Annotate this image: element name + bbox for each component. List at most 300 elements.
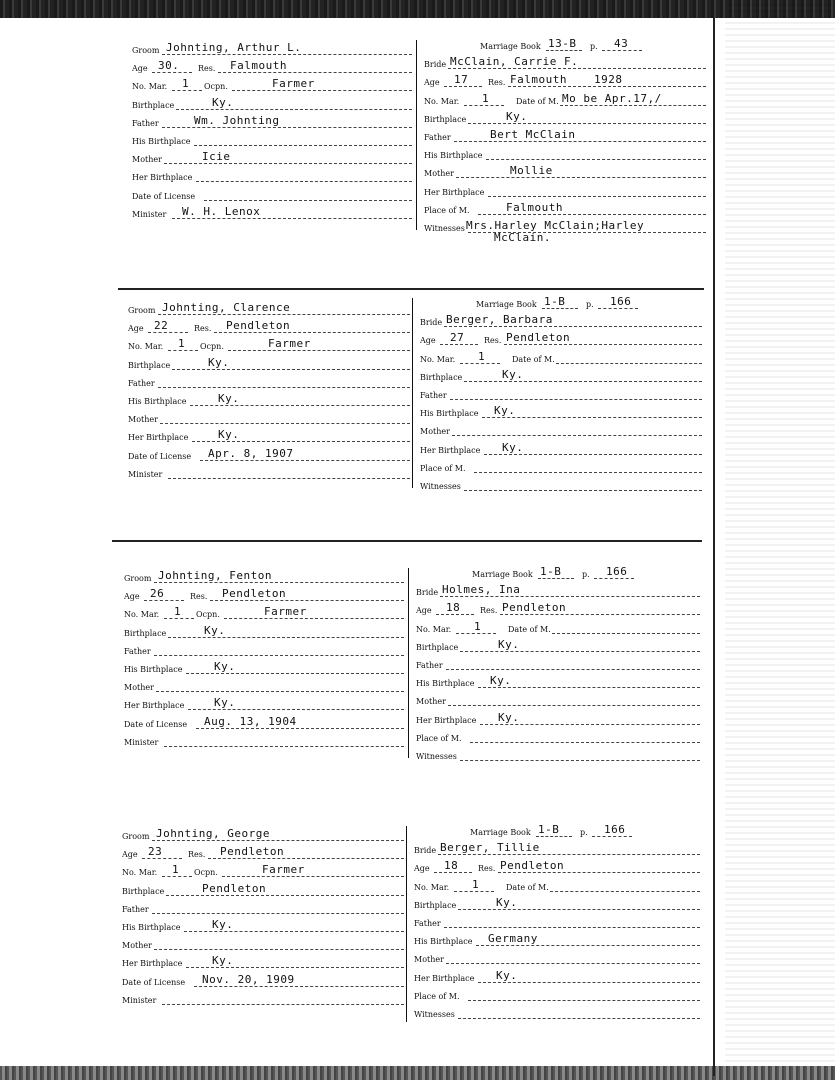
his-birthplace-label: His Birthplace xyxy=(424,151,483,161)
fill-line xyxy=(222,876,404,877)
bride-column xyxy=(420,294,702,500)
bride-column xyxy=(424,36,706,245)
date-of-marriage: Mo be Apr.17,/ xyxy=(562,91,662,105)
fill-line xyxy=(172,369,410,370)
page-label: p. xyxy=(590,42,598,51)
fill-line xyxy=(460,363,500,364)
groom-his-birthplace: Ky. xyxy=(218,392,240,405)
fill-line xyxy=(144,600,184,601)
form-row xyxy=(132,95,412,113)
fill-line xyxy=(478,982,700,983)
birthplace-label: Birthplace xyxy=(414,900,457,910)
fill-line xyxy=(142,858,182,859)
form-row xyxy=(124,659,404,677)
fill-line xyxy=(478,214,706,215)
date-of-m-label: Date of M. xyxy=(508,624,551,634)
fill-line xyxy=(454,891,494,892)
form-row xyxy=(132,113,412,131)
fill-line xyxy=(154,949,404,950)
bride-no-mar: 1 xyxy=(474,619,482,633)
fill-line xyxy=(168,350,198,351)
bride-residence: Pendleton xyxy=(500,859,565,873)
form-row xyxy=(122,953,404,971)
father-label: Father xyxy=(414,919,441,928)
bride-father: Bert McClain xyxy=(490,128,576,141)
date-of-m-label: Date of M. xyxy=(516,96,559,106)
form-row xyxy=(414,968,700,986)
fill-line xyxy=(556,363,702,364)
no-mar-label: No. Mar. xyxy=(122,868,158,878)
bride-her-birthplace: Ky. xyxy=(498,710,520,724)
place-of-m-label: Place of M. xyxy=(420,463,466,473)
form-row xyxy=(416,710,700,728)
form-row xyxy=(124,695,404,713)
bride-age: 18 xyxy=(444,859,459,873)
fill-line xyxy=(478,687,700,688)
form-row xyxy=(420,312,702,330)
form-row xyxy=(414,895,700,913)
no-mar-label: No. Mar. xyxy=(124,610,160,620)
father-label: Father xyxy=(420,391,447,400)
groom-age: 26 xyxy=(150,587,165,601)
record-divider xyxy=(416,40,417,230)
bride-residence: Pendleton xyxy=(506,331,571,345)
mother-label: Mother xyxy=(132,155,162,165)
birthplace-label: Birthplace xyxy=(128,360,171,370)
fill-line xyxy=(538,578,574,579)
fill-line xyxy=(486,159,706,160)
bride-label: Bride xyxy=(414,846,437,856)
form-row xyxy=(132,204,412,222)
res-label: Res. xyxy=(188,850,206,860)
fill-line xyxy=(458,909,700,910)
bride-age: 18 xyxy=(446,601,461,615)
form-row xyxy=(414,877,700,895)
res-label: Res. xyxy=(488,78,506,88)
her-birthplace-label: Her Birthplace xyxy=(124,701,185,711)
bride-birthplace: Ky. xyxy=(502,367,524,381)
witnesses-label: Witnesses xyxy=(424,224,465,233)
minister-label: Minister xyxy=(124,737,159,747)
fill-line xyxy=(190,405,410,406)
fill-line xyxy=(436,614,474,615)
groom-minister: W. H. Lenox xyxy=(182,204,261,218)
form-row xyxy=(414,840,700,858)
form-row xyxy=(420,330,702,348)
groom-column xyxy=(124,568,404,768)
marriage-book-page: 166 xyxy=(606,565,628,578)
father-label: Father xyxy=(128,378,155,388)
groom-column xyxy=(132,40,412,240)
scan-right-edge xyxy=(725,0,835,1080)
form-row xyxy=(124,604,404,622)
form-row xyxy=(424,163,706,181)
fill-line xyxy=(156,691,404,692)
form-row xyxy=(128,391,410,409)
groom-father: Wm. Johnting xyxy=(194,113,280,127)
place-of-m-label: Place of M. xyxy=(424,205,470,215)
groom-his-birthplace: Ky. xyxy=(212,918,234,931)
groom-residence: Pendleton xyxy=(222,587,287,601)
groom-mother: Icie xyxy=(202,150,231,164)
fill-line xyxy=(602,50,642,51)
marriage-book-number: 13-B xyxy=(548,37,577,50)
marriage-book-number: 1-B xyxy=(544,295,566,308)
fill-line xyxy=(194,145,412,146)
groom-age: 30. xyxy=(158,59,180,73)
page-label: p. xyxy=(580,828,588,837)
fill-line xyxy=(448,705,700,706)
ocpn-label: Ocpn. xyxy=(204,82,228,92)
fill-line xyxy=(160,423,410,424)
form-row xyxy=(132,40,412,58)
form-row xyxy=(416,582,700,600)
date-of-m-label: Date of M. xyxy=(506,882,549,892)
form-row xyxy=(122,881,404,899)
father-label: Father xyxy=(122,904,149,914)
form-row xyxy=(122,899,404,917)
bride-column xyxy=(414,822,700,1028)
place-of-m-label: Place of M. xyxy=(416,733,462,743)
form-row xyxy=(416,728,700,746)
groom-label: Groom xyxy=(128,306,156,315)
groom-date-of-license: Apr. 8, 1907 xyxy=(208,446,294,460)
form-row xyxy=(420,458,702,476)
bride-column xyxy=(416,564,700,770)
witnesses-label: Witnesses xyxy=(416,752,457,761)
fill-line xyxy=(158,387,410,388)
record-separator xyxy=(118,288,704,290)
fill-line xyxy=(460,651,700,652)
fill-line xyxy=(456,177,706,178)
no-mar-label: No. Mar. xyxy=(416,624,452,634)
groom-name: Johnting, Clarence xyxy=(162,301,291,314)
marriage-book-label: Marriage Book xyxy=(472,570,533,579)
form-row xyxy=(420,294,702,312)
minister-label: Minister xyxy=(132,209,167,219)
form-row xyxy=(124,641,404,659)
age-label: Age xyxy=(424,78,440,88)
form-row xyxy=(132,186,412,204)
her-birthplace-label: Her Birthplace xyxy=(416,715,477,725)
groom-occupation: Farmer xyxy=(272,77,315,91)
age-label: Age xyxy=(122,850,138,860)
fill-line xyxy=(194,986,404,987)
fill-line xyxy=(232,90,412,91)
date-of-m-label: Date of M. xyxy=(512,354,555,364)
form-row xyxy=(424,36,706,54)
groom-age: 22 xyxy=(154,319,169,333)
fill-line xyxy=(210,600,404,601)
her-birthplace-label: Her Birthplace xyxy=(122,959,183,969)
bride-name: Holmes, Ina xyxy=(442,583,521,597)
form-row xyxy=(414,986,700,1004)
res-label: Res. xyxy=(480,606,498,616)
bride-his-birthplace: Ky. xyxy=(494,404,516,418)
fill-line xyxy=(464,105,504,106)
fill-line xyxy=(552,633,700,634)
bride-no-mar: 1 xyxy=(478,349,486,363)
fill-line xyxy=(196,728,404,729)
form-row xyxy=(420,488,702,506)
form-row xyxy=(124,568,404,586)
no-mar-label: No. Mar. xyxy=(132,82,168,92)
bride-name: Berger, Barbara xyxy=(446,313,553,327)
his-birthplace-label: His Birthplace xyxy=(132,137,191,146)
age-label: Age xyxy=(132,64,148,74)
date-of-license-label: Date of License xyxy=(128,451,192,461)
form-row xyxy=(424,72,706,90)
fill-line xyxy=(186,967,404,968)
age-label: Age xyxy=(414,864,430,874)
fill-line xyxy=(214,332,410,333)
groom-name: Johnting, Fenton xyxy=(158,569,272,582)
fill-line xyxy=(560,105,706,106)
fill-line xyxy=(480,724,700,725)
fill-line xyxy=(468,1000,700,1001)
fill-line xyxy=(224,618,404,619)
groom-no-mar: 1 xyxy=(174,605,182,619)
fill-line xyxy=(508,86,706,87)
record-divider xyxy=(408,568,409,758)
form-row xyxy=(128,300,410,318)
bride-label: Bride xyxy=(416,588,439,598)
form-row xyxy=(122,935,404,953)
form-row xyxy=(420,421,702,439)
marriage-book-number: 1-B xyxy=(538,823,560,836)
scan-top-edge xyxy=(0,0,835,18)
form-row xyxy=(128,446,410,464)
fill-line xyxy=(504,344,702,345)
form-row xyxy=(122,862,404,880)
mother-label: Mother xyxy=(420,427,450,437)
form-row xyxy=(122,917,404,935)
mother-label: Mother xyxy=(414,955,444,965)
bride-name: Berger, Tillie xyxy=(440,841,540,855)
fill-line xyxy=(476,945,700,946)
form-row xyxy=(128,373,410,391)
age-label: Age xyxy=(128,324,144,334)
mother-label: Mother xyxy=(124,683,154,693)
groom-no-mar: 1 xyxy=(178,337,186,351)
fill-line xyxy=(468,123,706,124)
fill-line xyxy=(550,891,700,892)
birthplace-label: Birthplace xyxy=(132,100,175,110)
groom-occupation: Farmer xyxy=(268,337,311,351)
form-row xyxy=(424,200,706,218)
fill-line xyxy=(188,709,404,710)
father-label: Father xyxy=(416,661,443,670)
marriage-book-label: Marriage Book xyxy=(476,300,537,309)
birthplace-label: Birthplace xyxy=(124,628,167,638)
bride-residence: Pendleton xyxy=(502,601,567,615)
fill-line xyxy=(158,314,410,315)
fill-line xyxy=(162,127,412,128)
his-birthplace-label: His Birthplace xyxy=(414,937,473,947)
fill-line xyxy=(440,596,700,597)
form-row xyxy=(128,336,410,354)
her-birthplace-label: Her Birthplace xyxy=(424,187,485,197)
bride-birthplace: Ky. xyxy=(496,895,518,909)
form-row xyxy=(124,586,404,604)
scan-bottom-edge xyxy=(0,1066,835,1080)
fill-line xyxy=(228,350,410,351)
witnesses: Mrs.Harley McClain;Harley xyxy=(466,219,645,232)
form-row xyxy=(124,732,404,750)
fill-line xyxy=(536,836,572,837)
form-row xyxy=(414,913,700,931)
fill-line xyxy=(500,614,700,615)
res-label: Res. xyxy=(194,324,212,334)
fill-line xyxy=(162,1004,404,1005)
fill-line xyxy=(152,72,192,73)
res-label: Res. xyxy=(478,864,496,874)
groom-her-birthplace: Ky. xyxy=(218,428,240,442)
witnesses-label: Witnesses xyxy=(414,1010,455,1019)
form-row xyxy=(424,145,706,163)
mother-label: Mother xyxy=(128,415,158,425)
page-right-border xyxy=(713,18,715,1076)
form-row xyxy=(424,91,706,109)
fill-line xyxy=(446,963,700,964)
groom-residence: Pendleton xyxy=(220,845,285,859)
fill-line xyxy=(172,218,412,219)
age-label: Age xyxy=(420,336,436,346)
fill-line xyxy=(482,417,702,418)
groom-occupation: Farmer xyxy=(262,863,305,877)
form-row xyxy=(416,564,700,582)
groom-no-mar: 1 xyxy=(182,77,190,91)
minister-label: Minister xyxy=(128,469,163,479)
mother-label: Mother xyxy=(416,697,446,707)
her-birthplace-label: Her Birthplace xyxy=(420,445,481,455)
form-row xyxy=(424,54,706,72)
form-row xyxy=(416,758,700,776)
her-birthplace-label: Her Birthplace xyxy=(132,173,193,183)
res-label: Res. xyxy=(198,64,216,74)
marriage-book-page: 166 xyxy=(604,823,626,836)
form-row xyxy=(122,826,404,844)
bride-name: McClain, Carrie F. xyxy=(450,55,579,69)
place-of-marriage: Falmouth xyxy=(506,200,563,214)
fill-line xyxy=(484,454,702,455)
form-row xyxy=(414,822,700,840)
form-row xyxy=(416,673,700,691)
form-row xyxy=(128,464,410,482)
marriage-book-label: Marriage Book xyxy=(470,828,531,837)
bride-her-birthplace: Ky. xyxy=(496,968,518,982)
form-row xyxy=(414,949,700,967)
groom-occupation: Farmer xyxy=(264,605,307,619)
form-row xyxy=(128,318,410,336)
groom-name: Johnting, Arthur L. xyxy=(166,41,302,54)
fill-line xyxy=(594,578,634,579)
form-row xyxy=(424,127,706,145)
form-row xyxy=(420,440,702,458)
fill-line xyxy=(450,399,702,400)
no-mar-label: No. Mar. xyxy=(414,882,450,892)
bride-birthplace: Ky. xyxy=(498,637,520,651)
no-mar-label: No. Mar. xyxy=(420,354,456,364)
fill-line xyxy=(204,200,412,201)
groom-column xyxy=(128,300,410,500)
fill-line xyxy=(474,472,702,473)
form-row xyxy=(122,972,404,990)
groom-birthplace: Ky. xyxy=(208,355,230,369)
form-row xyxy=(416,600,700,618)
father-label: Father xyxy=(124,646,151,656)
mother-label: Mother xyxy=(424,169,454,179)
form-row xyxy=(420,367,702,385)
fill-line xyxy=(434,872,472,873)
fill-line xyxy=(164,163,412,164)
groom-label: Groom xyxy=(124,574,152,583)
marriage-book-page: 166 xyxy=(610,295,632,308)
record-divider xyxy=(406,826,407,1022)
fill-line xyxy=(464,381,702,382)
bride-his-birthplace: Ky. xyxy=(490,674,512,688)
his-birthplace-label: His Birthplace xyxy=(420,409,479,419)
minister-label: Minister xyxy=(122,995,157,1005)
fill-line xyxy=(546,50,582,51)
bride-age: 27 xyxy=(450,331,465,345)
fill-line xyxy=(154,655,404,656)
form-row xyxy=(416,619,700,637)
birthplace-label: Birthplace xyxy=(122,886,165,896)
fill-line xyxy=(452,435,702,436)
record-separator xyxy=(112,540,702,542)
groom-date-of-license: Nov. 20, 1909 xyxy=(202,972,295,986)
fill-line xyxy=(168,637,404,638)
bride-his-birthplace: Germany xyxy=(488,932,538,946)
form-row xyxy=(416,637,700,655)
fill-line xyxy=(152,840,404,841)
fill-line xyxy=(470,742,700,743)
his-birthplace-label: His Birthplace xyxy=(124,665,183,674)
fill-line xyxy=(444,86,482,87)
date-of-license-label: Date of License xyxy=(124,719,188,729)
bride-birthplace: Ky. xyxy=(506,109,528,123)
his-birthplace-label: His Birthplace xyxy=(416,679,475,689)
no-mar-label: No. Mar. xyxy=(128,342,164,352)
fill-line xyxy=(592,836,632,837)
bride-label: Bride xyxy=(420,318,443,328)
witnesses-label: Witnesses xyxy=(420,482,461,491)
form-row xyxy=(420,385,702,403)
groom-his-birthplace: Ky. xyxy=(214,660,236,673)
age-label: Age xyxy=(416,606,432,616)
fill-line xyxy=(176,109,412,110)
father-label: Father xyxy=(424,133,451,142)
form-row xyxy=(128,355,410,373)
form-row xyxy=(124,714,404,732)
form-row xyxy=(122,990,404,1008)
fill-line xyxy=(192,441,410,442)
groom-name: Johnting, George xyxy=(156,827,270,840)
groom-birthplace: Ky. xyxy=(212,95,234,109)
page-label: p. xyxy=(586,300,594,309)
form-row xyxy=(414,1016,700,1034)
date-of-license-label: Date of License xyxy=(132,191,196,201)
bride-residence: Falmouth xyxy=(510,73,567,87)
fill-line xyxy=(164,618,194,619)
marriage-book-number: 1-B xyxy=(540,565,562,578)
place-of-m-label: Place of M. xyxy=(414,991,460,1001)
fill-line xyxy=(168,478,410,479)
bride-age: 17 xyxy=(454,73,469,87)
no-mar-label: No. Mar. xyxy=(424,96,460,106)
fill-line xyxy=(446,669,700,670)
